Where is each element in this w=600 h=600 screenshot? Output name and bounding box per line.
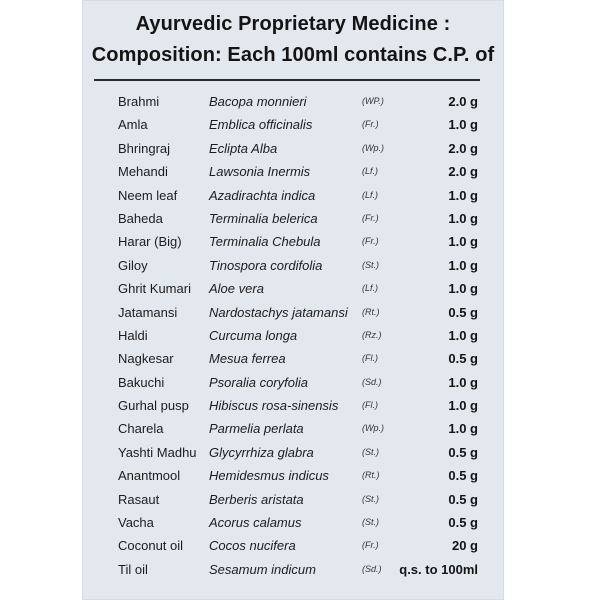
ingredient-name: Vacha	[118, 515, 154, 531]
ingredient-name: Neem leaf	[118, 187, 178, 203]
ingredient-row	[82, 441, 504, 464]
botanical-name: Lawsonia Inermis	[209, 164, 311, 180]
ingredient-name: Bakuchi	[118, 374, 165, 390]
plant-part: (Lf.)	[362, 166, 379, 177]
ingredient-row	[82, 488, 504, 511]
ingredient-name: Giloy	[118, 257, 148, 273]
ingredient-quantity: 1.0 g	[448, 257, 478, 273]
ingredient-name: Amla	[118, 117, 148, 133]
ingredient-name: Baheda	[118, 210, 163, 226]
botanical-name: Hemidesmus indicus	[209, 468, 329, 484]
botanical-name: Glycyrrhiza glabra	[209, 444, 314, 460]
ingredient-name: Til oil	[118, 561, 148, 577]
botanical-name: Terminalia Chebula	[209, 234, 321, 250]
ingredient-quantity: 0.5 g	[448, 351, 478, 367]
ingredient-row	[82, 230, 504, 253]
ingredient-row	[82, 207, 504, 230]
plant-part: (Lf.)	[362, 283, 379, 294]
plant-part: (St.)	[362, 259, 379, 270]
plant-part: (WP.)	[362, 96, 384, 106]
ingredient-quantity: 0.5 g	[448, 515, 478, 531]
ingredient-quantity: 0.5 g	[448, 468, 478, 484]
ingredient-quantity: 2.0 g	[448, 140, 478, 156]
botanical-name: Psoralia coryfolia	[209, 374, 308, 390]
plant-part: (Sd.)	[362, 563, 382, 574]
plant-part: (Rz.)	[362, 329, 382, 340]
ingredient-name: Anantmool	[118, 468, 181, 484]
ingredient-quantity: 2.0 g	[448, 94, 478, 109]
ingredient-name: Gurhal pusp	[118, 398, 189, 414]
botanical-name: Hibiscus rosa-sinensis	[209, 398, 339, 414]
ingredient-name: Jatamansi	[118, 304, 178, 320]
ingredient-quantity: 0.5 g	[448, 444, 478, 460]
botanical-name: Aloe vera	[209, 281, 264, 297]
ingredient-name: Brahmi	[118, 94, 160, 109]
composition-heading: Composition: Each 100ml contains C.P. of	[91, 44, 495, 66]
plant-part: (Fr.)	[362, 540, 379, 551]
ingredient-quantity: 1.0 g	[448, 398, 478, 414]
ingredient-row	[82, 301, 504, 324]
medicine-label	[82, 0, 504, 600]
botanical-name: Parmelia perlata	[209, 421, 304, 437]
ingredient-quantity: 1.0 g	[448, 234, 478, 250]
botanical-name: Terminalia belerica	[209, 210, 318, 226]
ingredient-quantity: 1.0 g	[448, 187, 478, 203]
heading-divider	[94, 79, 480, 81]
ingredient-row	[82, 160, 504, 183]
plant-part: (St.)	[362, 493, 379, 504]
botanical-name: Acorus calamus	[209, 515, 302, 531]
ingredient-row	[82, 324, 504, 347]
plant-part: (Sd.)	[362, 376, 382, 387]
botanical-name: Nardostachys jatamansi	[209, 304, 348, 320]
ingredient-row	[82, 534, 504, 557]
plant-part: (Fr.)	[362, 119, 379, 130]
botanical-name: Curcuma longa	[209, 327, 298, 343]
plant-part: (St.)	[362, 446, 379, 457]
botanical-name: Mesua ferrea	[209, 351, 286, 367]
ingredient-quantity: 1.0 g	[448, 327, 478, 343]
ingredient-row	[82, 417, 504, 440]
plant-part: (Rt.)	[362, 306, 380, 317]
ingredient-name: Ghrit Kumari	[118, 281, 191, 297]
plant-part: (Fl.)	[362, 400, 378, 411]
botanical-name: Tinospora cordifolia	[209, 257, 323, 273]
ingredient-quantity: 1.0 g	[448, 210, 478, 226]
botanical-name: Bacopa monnieri	[209, 94, 307, 109]
plant-part: (Fl.)	[362, 353, 378, 364]
ingredient-quantity: 20 g	[451, 538, 478, 554]
ingredient-row	[82, 184, 504, 207]
ingredient-name: Yashti Madhu	[118, 444, 197, 460]
ingredient-row	[82, 113, 504, 136]
ingredient-quantity: 1.0 g	[448, 117, 478, 133]
ingredient-quantity: 2.0 g	[448, 164, 478, 180]
botanical-name: Berberis aristata	[209, 491, 304, 507]
ingredient-name: Harar (Big)	[118, 234, 182, 250]
ingredient-row	[82, 90, 504, 113]
plant-part: (Lf.)	[362, 189, 379, 200]
ingredient-row	[82, 511, 504, 534]
ingredient-name: Haldi	[118, 327, 148, 343]
plant-part: (Rt.)	[362, 470, 380, 481]
ingredient-quantity: 0.5 g	[448, 491, 478, 507]
ingredient-row	[82, 137, 504, 160]
plant-part: (Fr.)	[362, 212, 379, 223]
ingredient-row	[82, 347, 504, 370]
ingredient-name: Rasaut	[118, 491, 160, 507]
ingredient-name: Bhringraj	[118, 140, 171, 156]
botanical-name: Emblica officinalis	[209, 117, 313, 133]
ingredient-row	[82, 394, 504, 417]
botanical-name: Sesamum indicum	[209, 561, 316, 577]
ingredient-name: Nagkesar	[118, 351, 174, 367]
ingredient-quantity: 0.5 g	[448, 304, 478, 320]
ingredient-row	[82, 464, 504, 487]
ingredient-name: Coconut oil	[118, 538, 184, 554]
ingredient-row	[82, 277, 504, 300]
plant-part: (Wp.)	[362, 423, 384, 434]
label-title: Ayurvedic Proprietary Medicine :	[135, 13, 451, 35]
plant-part: (Wp.)	[362, 142, 384, 153]
botanical-name: Azadirachta indica	[209, 187, 316, 203]
botanical-name: Eclipta Alba	[209, 140, 278, 156]
plant-part: (Fr.)	[362, 236, 379, 247]
ingredient-name: Charela	[118, 421, 164, 437]
ingredient-row	[82, 558, 504, 581]
ingredient-row	[82, 254, 504, 277]
botanical-name: Cocos nucifera	[209, 538, 296, 554]
ingredient-quantity: 1.0 g	[448, 421, 478, 437]
plant-part: (St.)	[362, 517, 379, 528]
ingredient-name: Mehandi	[118, 164, 168, 180]
ingredient-quantity: q.s. to 100ml	[399, 561, 478, 577]
ingredient-row	[82, 371, 504, 394]
ingredient-quantity: 1.0 g	[448, 374, 478, 390]
ingredient-list	[82, 90, 504, 581]
ingredient-quantity: 1.0 g	[448, 281, 478, 297]
